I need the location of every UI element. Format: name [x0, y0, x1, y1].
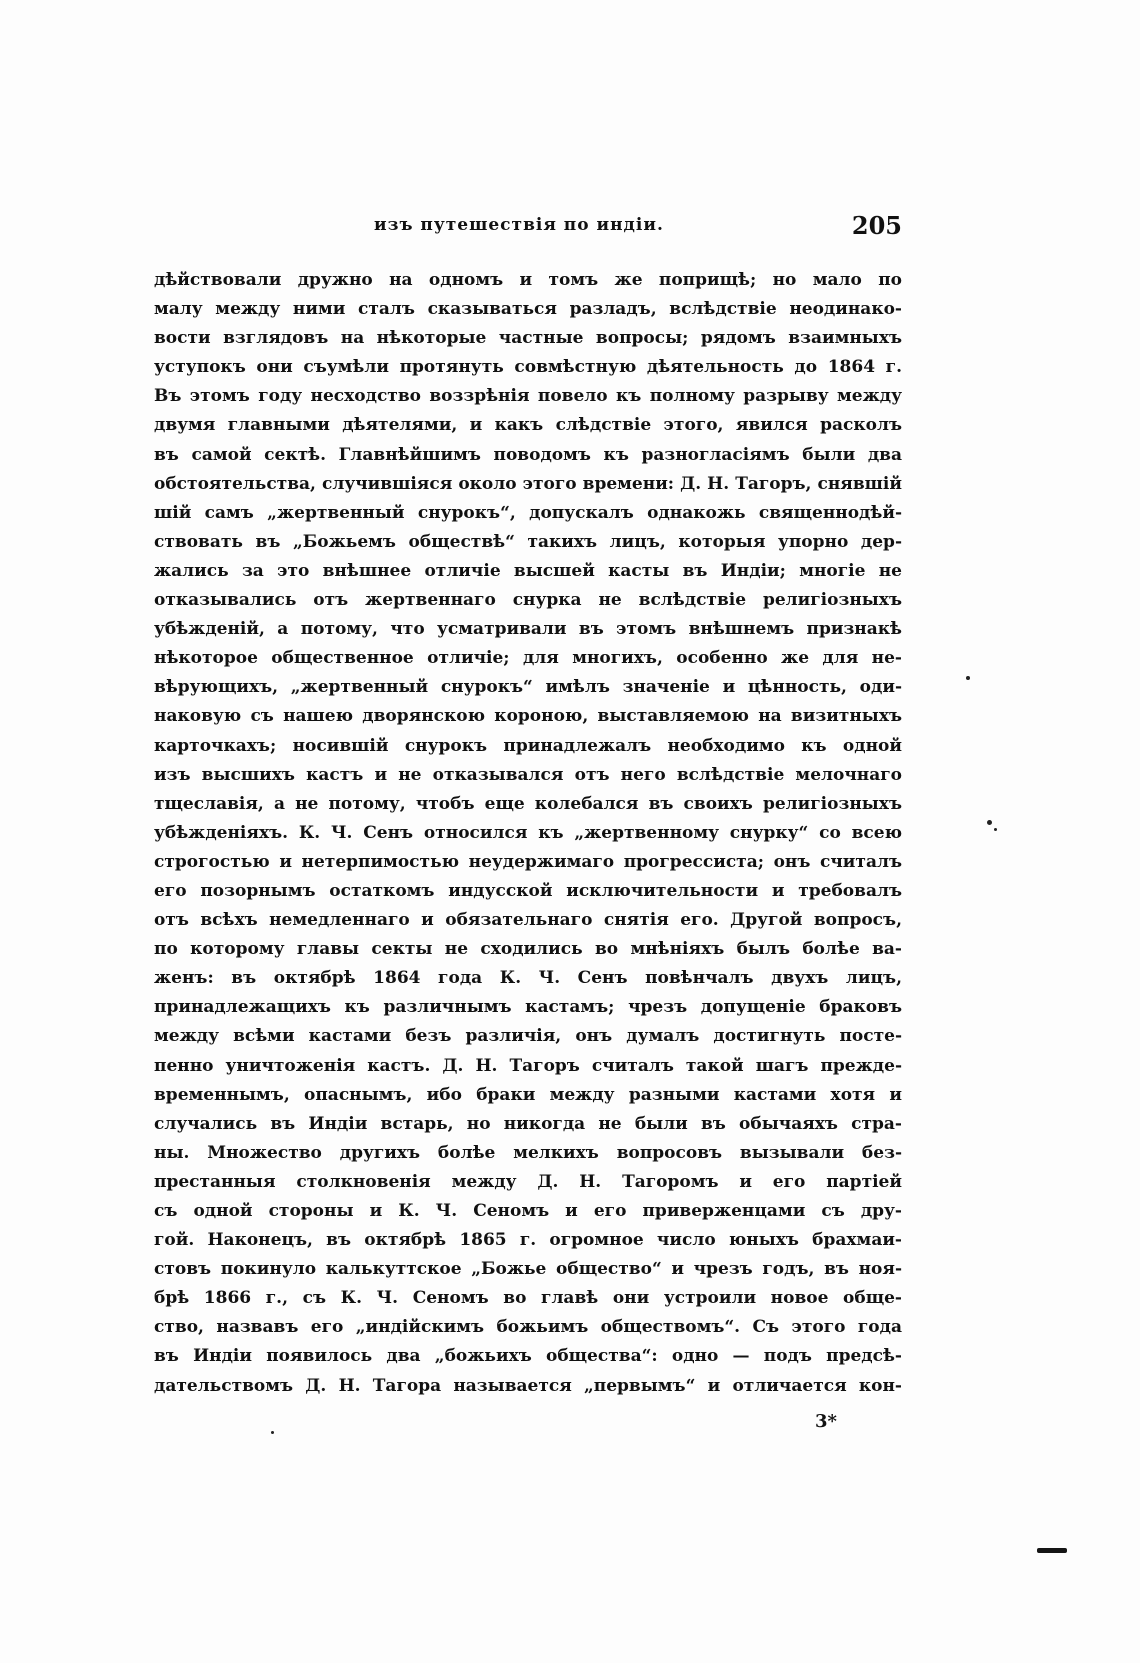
margin-dash-mark: [1037, 1548, 1067, 1553]
text-line: жались за это внѣшнее отличіе высшей касты въ Индіи; многіе не: [154, 560, 902, 581]
body-text: [154, 266, 902, 1401]
text-line: убѣжденіяхъ. К. Ч. Сенъ относился къ „жертвенному снурку“ со всею: [154, 822, 902, 843]
text-line: стовъ покинуло калькуттское „Божье общество“ и чрезъ годъ, въ ноя-: [154, 1259, 902, 1280]
text-line: вѣрующихъ, „жертвенный снурокъ“ имѣлъ значеніе и цѣнность, оди-: [154, 677, 902, 698]
text-line: дательствомъ Д. Н. Тагора называется „первымъ“ и отличается кон-: [154, 1375, 902, 1396]
text-line: пенно уничтоженія кастъ. Д. Н. Тагоръ считалъ такой шагъ прежде-: [154, 1055, 902, 1076]
ink-speck: [987, 820, 992, 825]
text-line: строгостью и нетерпимостью неудержимаго прогрессиста; онъ считалъ: [154, 851, 902, 872]
text-line: по которому главы секты не сходились во мнѣніяхъ былъ болѣе ва-: [154, 939, 902, 960]
text-line: наковую съ нашею дворянскою короною, выставляемою на визитныхъ: [154, 706, 902, 727]
text-line: ны. Множество другихъ болѣе мелкихъ вопросовъ вызывали без-: [154, 1142, 902, 1163]
text-line: убѣжденій, а потому, что усматривали въ этомъ внѣшнемъ признакѣ: [154, 619, 902, 640]
text-line: уступокъ они съумѣли протянуть совмѣстную дѣятельность до 1864 г.: [154, 357, 902, 378]
text-line: нѣкоторое общественное отличіе; для многихъ, особенно же для не-: [154, 648, 902, 669]
text-line: его позорнымъ остаткомъ индусской исключительности и требовалъ: [154, 880, 902, 901]
running-title: изъ путешествія по индіи.: [374, 215, 664, 235]
text-line: двумя главными дѣятелями, и какъ слѣдствіе этого, явился расколъ: [154, 415, 902, 436]
text-line: принадлежащихъ къ различнымъ кастамъ; чрезъ допущеніе браковъ: [154, 997, 902, 1018]
text-line: отъ всѣхъ немедленнаго и обязательнаго снятія его. Другой вопросъ,: [154, 910, 902, 931]
text-line: случались въ Индіи встарь, но никогда не были въ обычаяхъ стра-: [154, 1113, 902, 1134]
ink-speck: [966, 676, 970, 680]
text-line: дѣйствовали дружно на одномъ и томъ же поприщѣ; но мало по: [154, 270, 902, 290]
text-line: временнымъ, опаснымъ, ибо браки между разными кастами хотя и: [154, 1084, 902, 1105]
ink-speck: [994, 828, 997, 831]
page-number: 205: [851, 211, 902, 240]
text-line: шій самъ „жертвенный снурокъ“, допускалъ однакожь священнодѣй-: [154, 502, 902, 523]
text-line: престанныя столкновенія между Д. Н. Тагоромъ и его партіей: [154, 1171, 902, 1192]
text-line: ство, назвавъ его „индійскимъ божьимъ обществомъ“. Съ этого года: [154, 1317, 902, 1338]
text-line: въ Индіи появилось два „божьихъ общества“: одно — подъ предсѣ-: [154, 1346, 902, 1367]
text-line: вости взглядовъ на нѣкоторые частные вопросы; рядомъ взаимныхъ: [154, 328, 902, 349]
text-line: съ одной стороны и К. Ч. Сеномъ и его приверженцами съ дру-: [154, 1201, 902, 1221]
signature-mark: 3*: [815, 1411, 837, 1432]
text-line: карточкахъ; носившій снурокъ принадлежалъ необходимо къ одной: [154, 735, 902, 756]
text-line: малу между ними сталъ сказываться разладъ, вслѣдствіе неодинако-: [154, 299, 902, 320]
running-head: [154, 213, 902, 245]
text-line: обстоятельства, случившіяся около этого времени: Д. Н. Тагоръ, снявшій: [154, 473, 902, 494]
ink-speck: [271, 1431, 274, 1434]
text-line: въ самой сектѣ. Главнѣйшимъ поводомъ къ разногласіямъ были два: [154, 444, 902, 465]
text-line: между всѣми кастами безъ различія, онъ думалъ достигнуть посте-: [154, 1026, 902, 1047]
text-line: Въ этомъ году несходство воззрѣнія повело къ полному разрыву между: [154, 386, 902, 407]
text-line: женъ: въ октябрѣ 1864 года К. Ч. Сенъ повѣнчалъ двухъ лицъ,: [154, 968, 902, 989]
text-line: брѣ 1866 г., съ К. Ч. Сеномъ во главѣ они устроили новое обще-: [154, 1288, 902, 1309]
text-line: гой. Наконецъ, въ октябрѣ 1865 г. огромное число юныхъ брахмаи-: [154, 1230, 902, 1251]
text-line: ствовать въ „Божьемъ обществѣ“ такихъ лицъ, которыя упорно дер-: [154, 531, 902, 552]
text-line: отказывались отъ жертвеннаго снурка не вслѣдствіе религіозныхъ: [154, 590, 902, 611]
text-line: изъ высшихъ кастъ и не отказывался отъ него вслѣдствіе мелочнаго: [154, 764, 902, 785]
text-line: тщеславія, а не потому, чтобъ еще колебался въ своихъ религіозныхъ: [154, 793, 902, 814]
